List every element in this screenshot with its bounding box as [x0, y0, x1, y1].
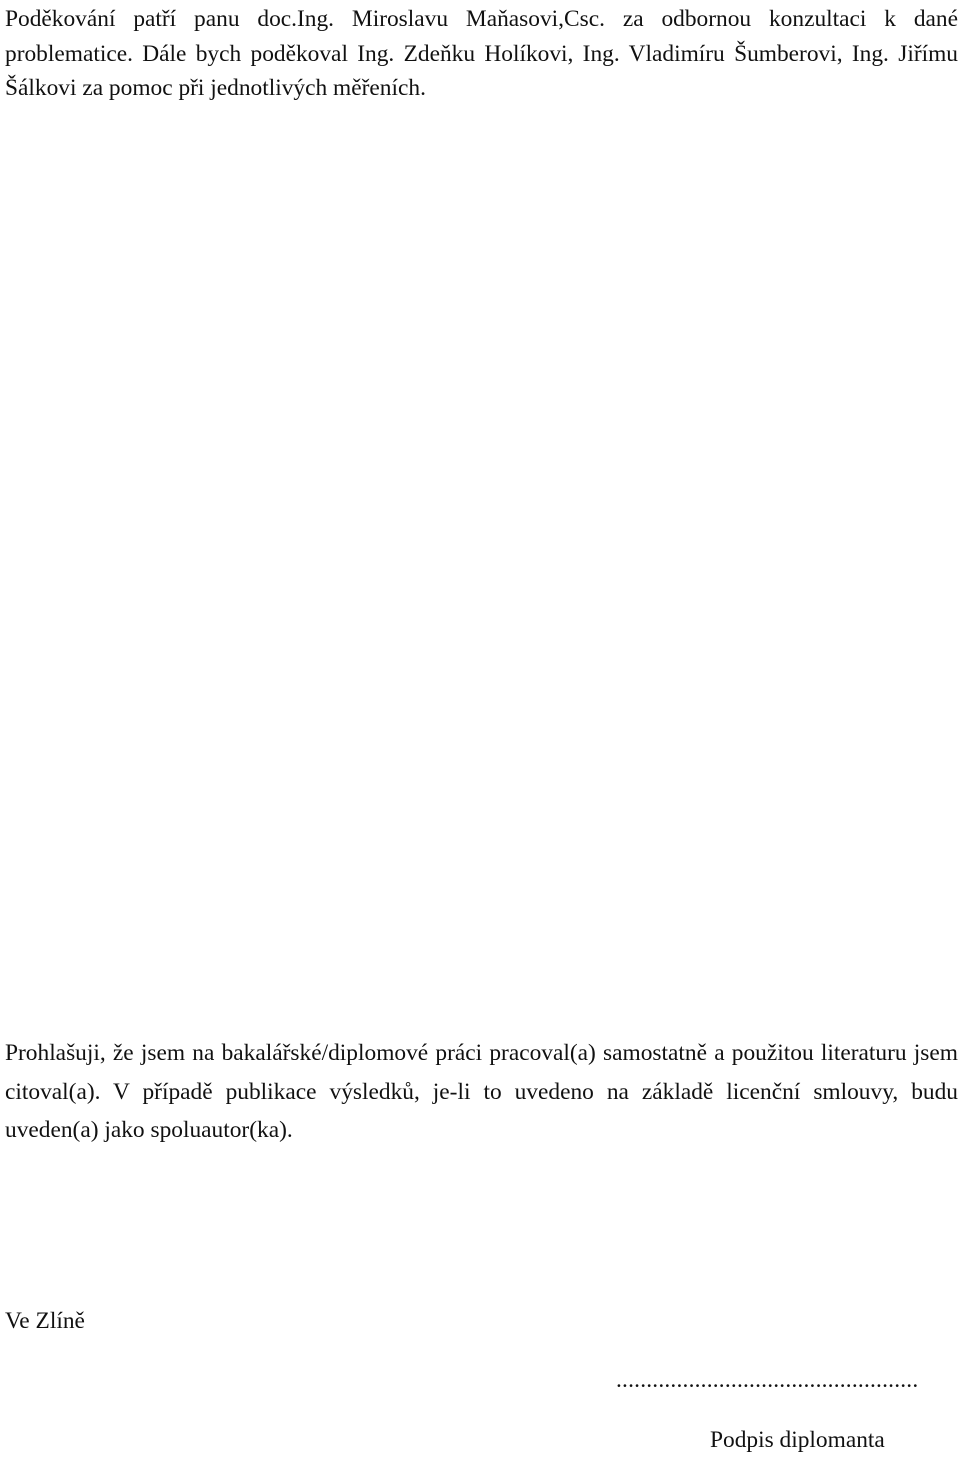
acknowledgement-paragraph: Poděkování patří panu doc.Ing. Miroslavu Maňasovi,Csc. za odbornou konzultaci k dané problematice. Dále bych poděkoval Ing. Zdeňku Holíkovi, Ing. Vladimíru Šumberovi, Ing. Jiřímu Šálkovi za pomoc při jednotlivých měřeních. [5, 6, 958, 102]
declaration-paragraph: Prohlašuji, že jsem na bakalářské/diplomové práci pracoval(a) samostatně a použitou literaturu jsem citoval(a). V případě publikace výsledků, je-li to uvedeno na základě licenční smlouvy, budu uveden(a) jako spoluautor(ka). [5, 1040, 958, 1143]
signature-line: .................................................. [616, 1367, 919, 1393]
signature-label: Podpis diplomanta [710, 1427, 885, 1453]
place-text: Ve Zlíně [5, 1308, 85, 1334]
